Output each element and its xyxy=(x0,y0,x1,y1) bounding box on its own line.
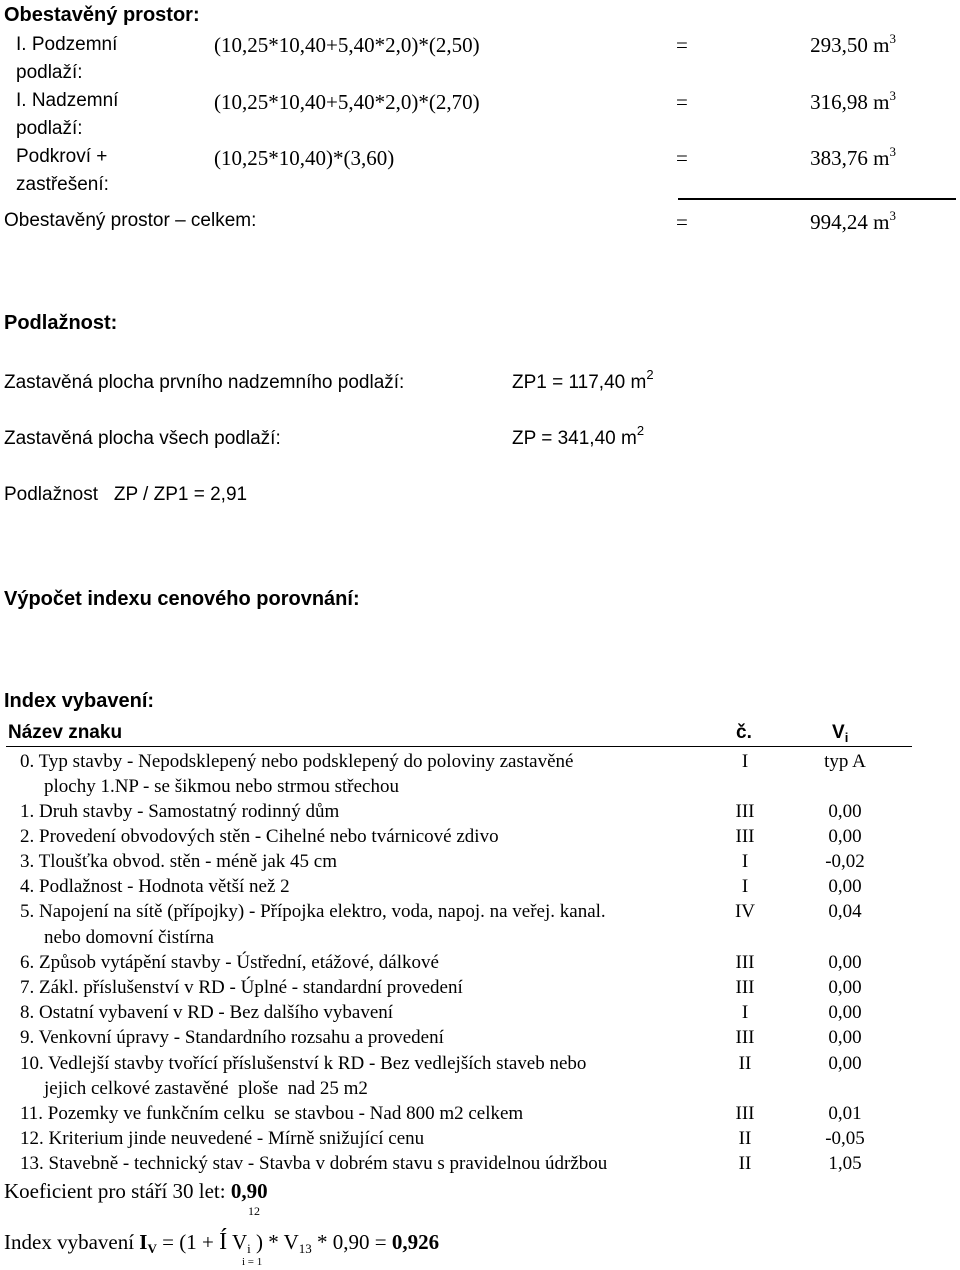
volume-row-label-cont: podlaží: xyxy=(16,62,83,83)
row-class: II xyxy=(738,1153,752,1174)
row-text: 10. Vedlejší stavby tvořící příslušenství k RD - Bez vedlejších staveb nebo xyxy=(20,1053,587,1074)
row-text: 1. Druh stavby - Samostatný rodinný dům xyxy=(20,801,340,822)
row-text: 8. Ostatní vybavení v RD - Bez dalšího vybavení xyxy=(20,1002,394,1023)
row-class: III xyxy=(735,1103,755,1124)
row-text: 4. Podlažnost - Hodnota větší než 2 xyxy=(20,876,290,897)
floor-ratio: Podlažnost ZP / ZP1 = 2,91 xyxy=(4,484,248,505)
col-header-num: č. xyxy=(736,722,752,743)
volume-row-label-cont: podlaží: xyxy=(16,118,83,139)
volume-row-equals: = xyxy=(676,90,688,114)
volume-row-label: Podkroví + xyxy=(16,146,108,167)
row-text: 12. Kriterium jinde neuvedené - Mírně snižující cenu xyxy=(20,1128,425,1149)
volume-row-label-cont: zastřešení: xyxy=(16,174,109,195)
row-value: 1,05 xyxy=(828,1153,862,1174)
row-text: 0. Typ stavby - Nepodsklepený nebo podsklepený do poloviny zastavěné xyxy=(20,751,574,772)
sum-lower-limit: i = 1 xyxy=(242,1256,263,1268)
equipment-index-formula: Index vybavení $I_V = (1$ + Í $V_i$ ) * $V_{13} * 0,90 = 0,926$ xyxy=(4,1229,440,1256)
row-text: 3. Tloušťka obvod. stěn - méně jak 45 cm xyxy=(20,851,337,872)
row-text: 11. Pozemky ve funkčním celku se stavbou - Nad 800 m2 celkem xyxy=(20,1103,524,1124)
volume-total-label: Obestavěný prostor – celkem: xyxy=(4,210,257,231)
row-class: III xyxy=(735,826,755,847)
age-coefficient: Koeficient pro stáří 30 let: 0,90 xyxy=(4,1179,268,1203)
zp1-value: ZP1 = 117,40 $m^2$ xyxy=(512,367,654,393)
row-class: I xyxy=(741,851,749,872)
volume-total-value: 994,24 $m^3$ xyxy=(810,208,896,234)
row-text: 13. Stavebně - technický stav - Stavba v dobrém stavu s pravidelnou údržbou xyxy=(20,1153,608,1174)
volume-row-value: 316,98 $m^3$ xyxy=(810,88,896,114)
row-value: -0,02 xyxy=(825,851,865,872)
sum-symbol: Í xyxy=(219,1229,228,1255)
volume-row-value: 293,50 $m^3$ xyxy=(810,31,896,57)
table-header-rule xyxy=(6,746,912,747)
row-value: 0,00 xyxy=(828,1053,862,1074)
row-value: 0,00 xyxy=(828,952,862,973)
price-index-heading: Výpočet indexu cenového porovnání: xyxy=(4,588,360,610)
floors-heading: Podlažnost: xyxy=(4,312,118,334)
row-value: 0,00 xyxy=(828,876,862,897)
row-class: III xyxy=(735,952,755,973)
row-class: I xyxy=(741,751,749,772)
row-text: 6. Způsob vytápění stavby - Ústřední, etážové, dálkové xyxy=(20,952,439,973)
volume-row-label: I. Nadzemní xyxy=(16,90,119,111)
row-text-cont: plochy 1.NP - se šikmou nebo strmou střechou xyxy=(44,776,399,797)
volume-row-formula: (10,25*10,40)*(3,60) xyxy=(214,146,395,170)
volume-row-label: I. Podzemní xyxy=(16,34,118,55)
volume-row-formula: (10,25*10,40+5,40*2,0)*(2,50) xyxy=(214,33,480,57)
volume-total-equals: = xyxy=(676,210,688,234)
row-class: III xyxy=(735,801,755,822)
row-class: I xyxy=(741,1002,749,1023)
row-class: II xyxy=(738,1128,752,1149)
sum-upper-limit: 12 xyxy=(248,1204,260,1218)
row-text: 9. Venkovní úpravy - Standardního rozsahu a provedení xyxy=(20,1027,444,1048)
row-value: typ A xyxy=(824,751,866,772)
row-text: 7. Zákl. příslušenství v RD - Úplné - standardní provedení xyxy=(20,977,463,998)
row-value: 0,00 xyxy=(828,801,862,822)
row-class: III xyxy=(735,1027,755,1048)
row-text: 2. Provedení obvodových stěn - Cihelné nebo tvárnicové zdivo xyxy=(20,826,499,847)
volume-row-equals: = xyxy=(676,146,688,170)
row-class: II xyxy=(738,1053,752,1074)
volume-heading: Obestavěný prostor: xyxy=(4,4,200,26)
row-class: III xyxy=(735,977,755,998)
col-header-name: Název znaku xyxy=(8,722,123,743)
row-value: 0,00 xyxy=(828,1027,862,1048)
zp-value: ZP = 341,40 $m^2$ xyxy=(512,423,645,449)
sum-divider xyxy=(678,198,956,200)
row-value: 0,00 xyxy=(828,1002,862,1023)
row-value: -0,05 xyxy=(825,1128,865,1149)
row-text-cont: jejich celkové zastavěné ploše nad 25 m2 xyxy=(44,1078,368,1099)
row-class: IV xyxy=(734,901,756,922)
volume-row-equals: = xyxy=(676,33,688,57)
volume-row-value: 383,76 $m^3$ xyxy=(810,144,896,170)
row-class: I xyxy=(741,876,749,897)
row-value: 0,00 xyxy=(828,826,862,847)
equipment-heading: Index vybavení: xyxy=(4,690,155,712)
zp-label: Zastavěná plocha všech podlaží: xyxy=(4,428,281,449)
col-header-v: $V_i$ xyxy=(832,722,849,745)
volume-row-formula: (10,25*10,40+5,40*2,0)*(2,70) xyxy=(214,90,480,114)
zp1-label: Zastavěná plocha prvního nadzemního podlaží: xyxy=(4,372,405,393)
row-value: 0,01 xyxy=(828,1103,862,1124)
row-value: 0,00 xyxy=(828,977,862,998)
row-value: 0,04 xyxy=(828,901,862,922)
row-text: 5. Napojení na sítě (přípojky) - Přípojka elektro, voda, napoj. na veřej. kanal. xyxy=(20,901,606,922)
row-text-cont: nebo domovní čistírna xyxy=(44,927,214,948)
